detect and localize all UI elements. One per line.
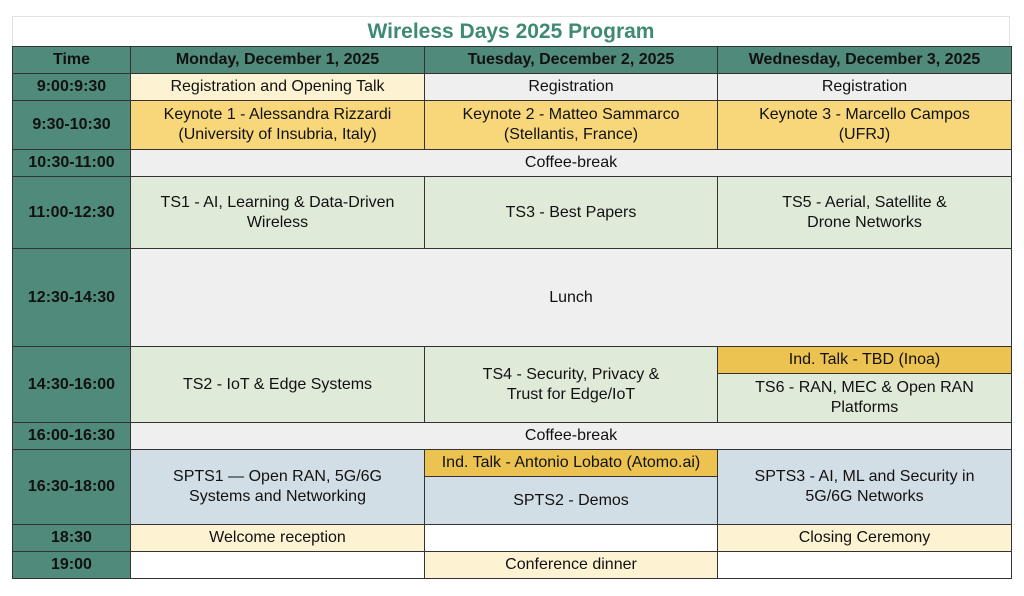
session-cell: Coffee-break bbox=[131, 150, 1012, 177]
session-cell: Coffee-break bbox=[131, 423, 1012, 450]
session-line: (UFRJ) bbox=[838, 126, 891, 143]
session-cell bbox=[425, 101, 718, 150]
table-row bbox=[13, 450, 1012, 477]
session-line: Trust for Edge/IoT bbox=[506, 385, 636, 403]
table-row bbox=[13, 150, 1012, 177]
time-cell: 19:00 bbox=[13, 552, 131, 579]
session-line: TS4 - Security, Privacy & bbox=[482, 365, 660, 383]
header-time: Time bbox=[13, 47, 131, 74]
session-line: 5G/6G Networks bbox=[805, 488, 924, 505]
session-cell bbox=[718, 450, 1012, 525]
session-cell bbox=[718, 374, 1012, 423]
header-row bbox=[13, 47, 1012, 74]
table-row bbox=[13, 347, 1012, 374]
session-line: Keynote 2 - Matteo Sammarco bbox=[462, 106, 680, 123]
session-line: TS5 - Aerial, Satellite & bbox=[782, 193, 947, 211]
session-line: TS6 - RAN, MEC & Open RAN bbox=[755, 379, 974, 396]
session-cell: Conference dinner bbox=[425, 552, 718, 579]
session-cell bbox=[718, 101, 1012, 150]
industry-talk-cell: Ind. Talk - TBD (Inoa) bbox=[718, 347, 1012, 374]
table-row bbox=[13, 101, 1012, 150]
header-wednesday: Wednesday, December 3, 2025 bbox=[718, 47, 1012, 74]
session-cell: Registration bbox=[718, 74, 1012, 101]
industry-talk-cell: Ind. Talk - Antonio Lobato (Atomo.ai) bbox=[425, 450, 718, 477]
session-line: Wireless bbox=[246, 213, 309, 231]
table-row bbox=[13, 74, 1012, 101]
session-line: Platforms bbox=[830, 399, 899, 416]
time-cell: 16:30-18:00 bbox=[13, 450, 131, 525]
time-cell: 9:30-10:30 bbox=[13, 101, 131, 150]
session-cell bbox=[425, 347, 718, 423]
time-cell: 18:30 bbox=[13, 525, 131, 552]
session-line: Drone Networks bbox=[807, 213, 922, 231]
time-cell: 12:30-14:30 bbox=[13, 249, 131, 347]
session-cell bbox=[425, 525, 718, 552]
time-cell: 9:00:9:30 bbox=[13, 74, 131, 101]
table-row bbox=[13, 525, 1012, 552]
session-cell: TS2 - IoT & Edge Systems bbox=[131, 347, 425, 423]
session-cell bbox=[131, 552, 425, 579]
header-tuesday: Tuesday, December 2, 2025 bbox=[425, 47, 718, 74]
session-cell: SPTS2 - Demos bbox=[425, 477, 718, 525]
session-cell bbox=[718, 177, 1012, 249]
page-title: Wireless Days 2025 Program bbox=[12, 16, 1010, 46]
header-monday: Monday, December 1, 2025 bbox=[131, 47, 425, 74]
session-cell bbox=[131, 177, 425, 249]
session-cell bbox=[131, 101, 425, 150]
session-line: (Stellantis, France) bbox=[503, 126, 639, 143]
program-table bbox=[12, 46, 1012, 579]
session-cell: TS3 - Best Papers bbox=[425, 177, 718, 249]
table-row bbox=[13, 423, 1012, 450]
time-cell: 16:00-16:30 bbox=[13, 423, 131, 450]
session-line: SPTS3 - AI, ML and Security in bbox=[754, 468, 975, 485]
time-cell: 11:00-12:30 bbox=[13, 177, 131, 249]
session-cell: Closing Ceremony bbox=[718, 525, 1012, 552]
time-cell: 14:30-16:00 bbox=[13, 347, 131, 423]
session-cell: Registration and Opening Talk bbox=[131, 74, 425, 101]
session-cell: Lunch bbox=[131, 249, 1012, 347]
table-row bbox=[13, 249, 1012, 347]
session-line: Keynote 3 - Marcello Campos bbox=[759, 106, 970, 123]
session-cell: Registration bbox=[425, 74, 718, 101]
session-line: SPTS1 — Open RAN, 5G/6G bbox=[173, 468, 382, 485]
session-line: Keynote 1 - Alessandra Rizzardi bbox=[163, 106, 392, 123]
session-line: TS1 - AI, Learning & Data-Driven bbox=[160, 193, 395, 211]
session-line: Systems and Networking bbox=[189, 488, 366, 505]
session-cell: Welcome reception bbox=[131, 525, 425, 552]
session-cell bbox=[131, 450, 425, 525]
table-row bbox=[13, 552, 1012, 579]
session-line: (University of Insubria, Italy) bbox=[178, 126, 377, 143]
table-row bbox=[13, 177, 1012, 249]
session-cell bbox=[718, 552, 1012, 579]
time-cell: 10:30-11:00 bbox=[13, 150, 131, 177]
